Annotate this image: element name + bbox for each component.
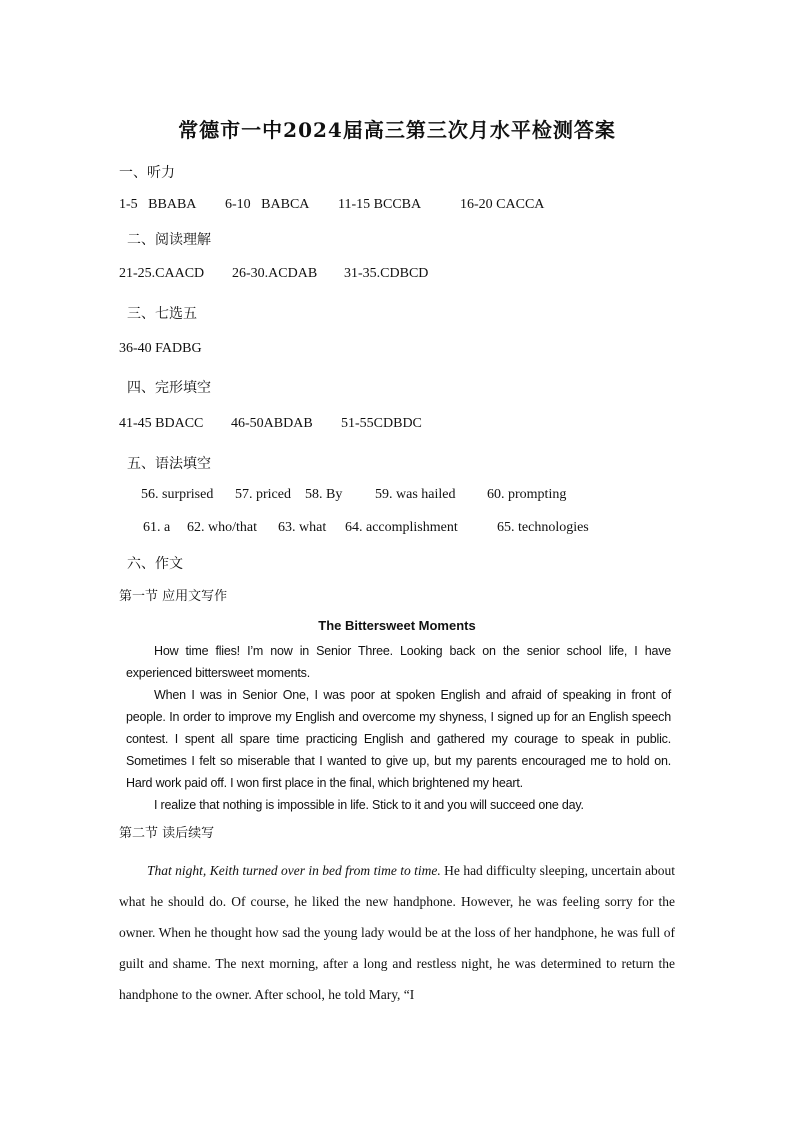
answer-item: 62. who/that [187,520,257,535]
section-heading-cloze: 四、完形填空 [127,380,211,396]
answer-group: 46-50ABDAB [231,416,313,431]
grammar-answers-row-1 [141,487,566,503]
answer-group: 51-55CDBDC [341,416,422,431]
section-heading-writing: 六、作文 [127,556,183,572]
answer-group: 41-45 BDACC [119,416,204,431]
answer-item: 65. technologies [497,520,589,535]
answer-group: 21-25.CAACD [119,266,205,281]
essay-title: The Bittersweet Moments [318,618,476,633]
grammar-answers-row-2 [143,520,589,536]
continuation-opening: That night, Keith turned over in bed from time to time. [147,863,441,878]
answer-group: 1-5 BBABA [119,197,197,212]
cloze-answers [119,416,422,432]
answer-item: 59. was hailed [375,487,456,502]
section-heading-reading: 二、阅读理解 [127,232,211,248]
answer-item: 64. accomplishment [345,520,458,535]
answer-item: 60. prompting [487,487,567,502]
section-heading-grammar: 五、语法填空 [127,456,211,472]
essay-paragraph: How time flies! I’m now in Senior Three. Looking back on the senior school life, I have experienced bittersweet moments. [126,644,671,680]
section-heading-listening: 一、听力 [119,165,175,181]
essay-paragraph: I realize that nothing is impossible in life. Stick to it and you will succeed one day. [154,798,584,812]
listening-answers [119,197,544,213]
essay-body [126,640,671,816]
essay-paragraph: When I was in Senior One, I was poor at spoken English and afraid of speaking in front of people. In order to improve my English and overcome my shyness, I signed up for an English speech contest. I spent all spare time practicing English and gathered my courage to speak in public. Sometimes I felt so miserable that I wanted to give up, but my parents encouraged me to hold on. Hard work paid off. I won first place in the final, which brightened my heart. [126,688,671,790]
reading-answers [119,266,428,282]
continuation-paragraph [119,855,675,1010]
answer-group: 16-20 CACCA [460,197,545,212]
part2-heading: 第二节 读后续写 [119,826,215,841]
answer-group: 11-15 BCCBA [338,197,422,212]
answer-group: 26-30.ACDAB [232,266,318,281]
answer-group: 31-35.CDBCD [344,266,429,281]
answer-item: 63. what [278,520,327,535]
section-heading-seven-five: 三、七选五 [127,306,197,322]
answer-item: 57. priced [235,487,291,502]
part1-heading: 第一节 应用文写作 [119,589,228,604]
page-title: 常德市一中2024届高三第三次月水平检测答案 [178,118,616,142]
continuation-body: He had difficulty sleeping, uncertain about what he should do. Of course, he liked the new handphone. However, he was feeling sorry for the owner. When he thought how sad the young lady would be at the loss of her handphone, he was full of guilt and shame. The next morning, after a long and restless night, he was determined to return the handphone to the owner. After school, he told Mary, “I [119,863,675,1002]
continuation-text [119,855,675,1010]
answer-item: 61. a [143,520,171,535]
answer-group: 6-10 BABCA [225,197,310,212]
answer-item: 56. surprised [141,487,214,502]
seven-five-answers [119,341,202,357]
answer-item: 58. By [305,487,343,502]
answer-group: 36-40 FADBG [119,341,202,356]
